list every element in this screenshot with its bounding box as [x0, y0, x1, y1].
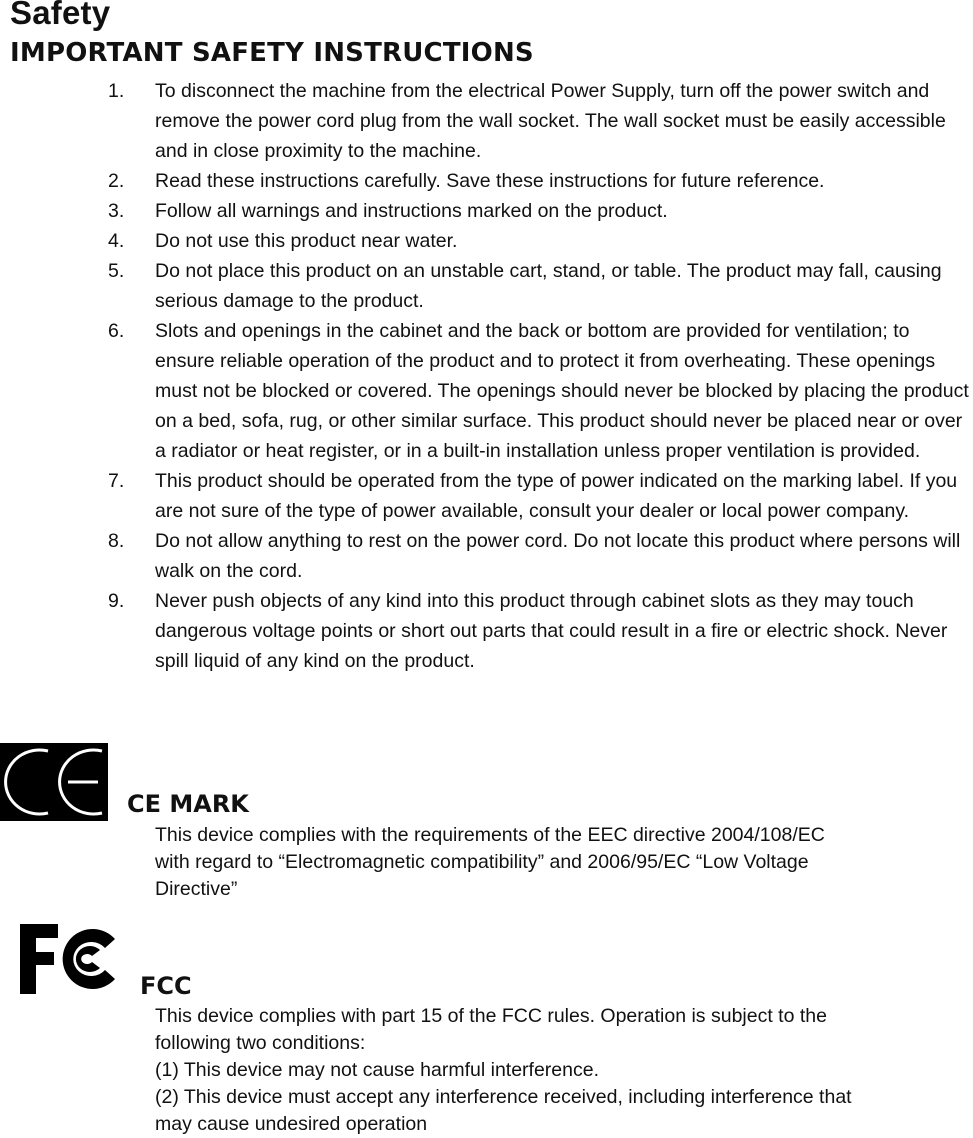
list-item — [108, 466, 973, 526]
section-heading: IMPORTANT SAFETY INSTRUCTIONS — [10, 38, 534, 68]
ce-text-line: with regard to “Electromagnetic compatibility” and 2006/95/EC “Low Voltage — [155, 851, 809, 873]
list-item — [108, 526, 973, 586]
fcc-text-line: may cause undesired operation — [155, 1113, 428, 1135]
item-number: 5. — [108, 260, 125, 282]
item-text: Do not place this product on an unstable cart, stand, or table. The product may fall, causing serious damage to the product. — [155, 260, 942, 312]
ce-mark-heading: CE MARK — [127, 790, 249, 818]
item-text: To disconnect the machine from the electrical Power Supply, turn off the power switch and remove the power cord plug from the wall socket. The wall socket must be easily accessible and in close proximity to the machine. — [155, 80, 946, 162]
ce-mark-text — [155, 822, 970, 903]
fcc-text-line: (1) This device may not cause harmful interference. — [155, 1059, 600, 1081]
item-number: 9. — [108, 590, 125, 612]
item-number: 7. — [108, 470, 125, 492]
fcc-heading: FCC — [140, 972, 192, 1000]
item-number: 1. — [108, 80, 125, 102]
item-text: Follow all warnings and instructions marked on the product. — [155, 200, 668, 222]
item-number: 8. — [108, 530, 125, 552]
item-text: This product should be operated from the type of power indicated on the marking label. If you are not sure of the type of power available, consult your dealer or local power company. — [155, 470, 958, 522]
ce-mark-icon — [0, 743, 108, 821]
page-title: Safety — [10, 0, 111, 31]
item-text: Do not allow anything to rest on the power cord. Do not locate this product where persons will walk on the cord. — [155, 530, 961, 582]
item-text: Slots and openings in the cabinet and the back or bottom are provided for ventilation; to ensure reliable operation of the product and to protect it from overheating. These openings must not be blocked or covered. The openings should never be blocked by placing the product on a bed, sofa, rug, or other similar surface. This product should never be placed near or over a radiator or heat register, or in a built-in installation unless proper ventilation is provided. — [155, 320, 969, 462]
list-item — [108, 586, 973, 676]
list-item — [108, 196, 973, 226]
item-text: Never push objects of any kind into this product through cabinet slots as they may touch dangerous voltage points or short out parts that could result in a fire or electric shock. Never spill liquid of any kind on the product. — [155, 590, 948, 672]
ce-text-line: This device complies with the requirements of the EEC directive 2004/108/EC — [155, 824, 825, 846]
list-item — [108, 76, 973, 166]
ce-text-line: Directive” — [155, 878, 238, 900]
fcc-logo-icon — [18, 922, 118, 996]
list-item — [108, 226, 973, 256]
fcc-text-line: This device complies with part 15 of the FCC rules. Operation is subject to the — [155, 1005, 827, 1027]
item-number: 6. — [108, 320, 125, 342]
fcc-text-line: following two conditions: — [155, 1032, 366, 1054]
item-number: 4. — [108, 230, 125, 252]
item-number: 2. — [108, 170, 125, 192]
fcc-text — [155, 1003, 970, 1138]
list-item — [108, 316, 973, 466]
fcc-text-line: (2) This device must accept any interference received, including interference that — [155, 1086, 852, 1108]
list-item — [108, 166, 973, 196]
safety-instructions-list — [108, 76, 973, 676]
item-text: Do not use this product near water. — [155, 230, 458, 252]
item-number: 3. — [108, 200, 125, 222]
item-text: Read these instructions carefully. Save these instructions for future reference. — [155, 170, 825, 192]
list-item — [108, 256, 973, 316]
